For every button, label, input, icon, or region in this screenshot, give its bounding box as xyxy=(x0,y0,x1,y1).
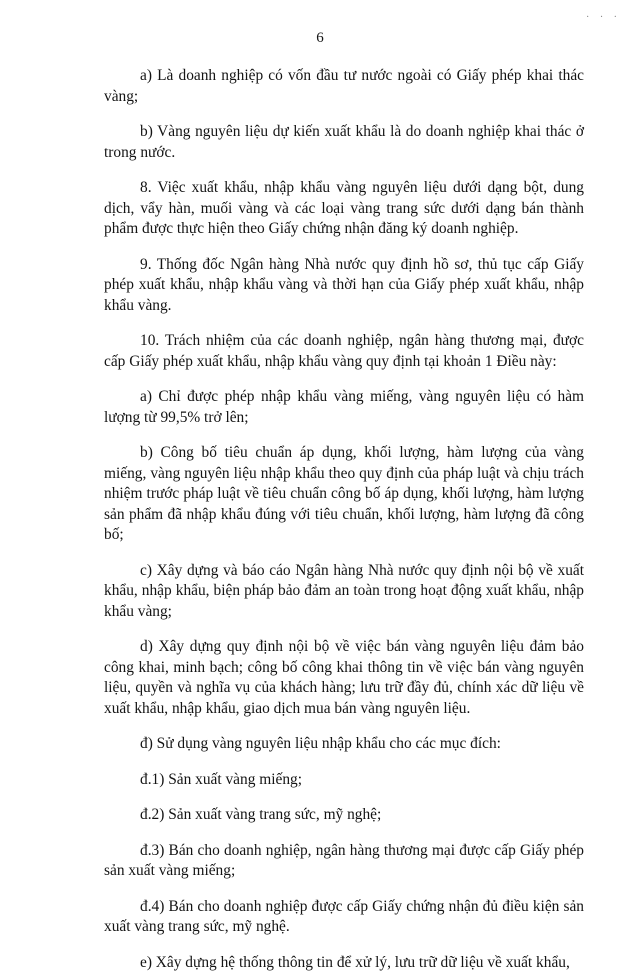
paragraph: đ) Sử dụng vàng nguyên liệu nhập khẩu cho các mục đích: xyxy=(104,734,584,755)
paragraph: c) Xây dựng và báo cáo Ngân hàng Nhà nước quy định nội bộ về xuất khẩu, nhập khẩu, biện pháp bảo đảm an toàn trong hoạt động xuất khẩu, nhập khẩu vàng; xyxy=(104,561,584,623)
paragraph: đ.1) Sản xuất vàng miếng; xyxy=(104,770,584,791)
paragraph: d) Xây dựng quy định nội bộ về việc bán vàng nguyên liệu đảm bảo công khai, minh bạch; công bố công khai thông tin về việc bán vàng nguyên liệu, quyền và nghĩa vụ của khách hàng; lưu trữ đầy đủ, chính xác dữ liệu về xuất khẩu, nhập khẩu, giao dịch mua bán vàng nguyên liệu. xyxy=(104,637,584,719)
paragraph: b) Công bố tiêu chuẩn áp dụng, khối lượng, hàm lượng của vàng miếng, vàng nguyên liệu nhập khẩu theo quy định của pháp luật và chịu trách nhiệm trước pháp luật về tiêu chuẩn công bố áp dụng, khối lượng, hàm lượng sản phẩm đã nhập khẩu đúng với tiêu chuẩn, khối lượng, hàm lượng đã công bố; xyxy=(104,443,584,546)
paragraph: đ.2) Sản xuất vàng trang sức, mỹ nghệ; xyxy=(104,805,584,826)
scan-specks: · · · xyxy=(586,12,634,42)
paragraph: a) Là doanh nghiệp có vốn đầu tư nước ngoài có Giấy phép khai thác vàng; xyxy=(104,66,584,107)
paragraph: đ.3) Bán cho doanh nghiệp, ngân hàng thương mại được cấp Giấy phép sản xuất vàng miếng; xyxy=(104,841,584,882)
paragraph: đ.4) Bán cho doanh nghiệp được cấp Giấy chứng nhận đủ điều kiện sản xuất vàng trang sức, mỹ nghệ. xyxy=(104,897,584,938)
paragraph: b) Vàng nguyên liệu dự kiến xuất khẩu là do doanh nghiệp khai thác ở trong nước. xyxy=(104,122,584,163)
page-number: 6 xyxy=(0,30,640,47)
document-body xyxy=(104,66,584,973)
paragraph: 10. Trách nhiệm của các doanh nghiệp, ngân hàng thương mại, được cấp Giấy phép xuất khẩu, nhập khẩu vàng quy định tại khoản 1 Điều này: xyxy=(104,331,584,372)
paragraph: 8. Việc xuất khẩu, nhập khẩu vàng nguyên liệu dưới dạng bột, dung dịch, vẩy hàn, muối vàng và các loại vàng trang sức dưới dạng bán thành phẩm được thực hiện theo Giấy chứng nhận đăng ký doanh nghiệp. xyxy=(104,178,584,240)
paragraph: e) Xây dựng hệ thống thông tin để xử lý, lưu trữ dữ liệu về xuất khẩu, xyxy=(104,953,584,973)
paragraph: 9. Thống đốc Ngân hàng Nhà nước quy định hồ sơ, thủ tục cấp Giấy phép xuất khẩu, nhập khẩu vàng và thời hạn của Giấy phép xuất khẩu, nhập khẩu vàng. xyxy=(104,255,584,317)
paragraph: a) Chỉ được phép nhập khẩu vàng miếng, vàng nguyên liệu có hàm lượng từ 99,5% trở lên; xyxy=(104,387,584,428)
